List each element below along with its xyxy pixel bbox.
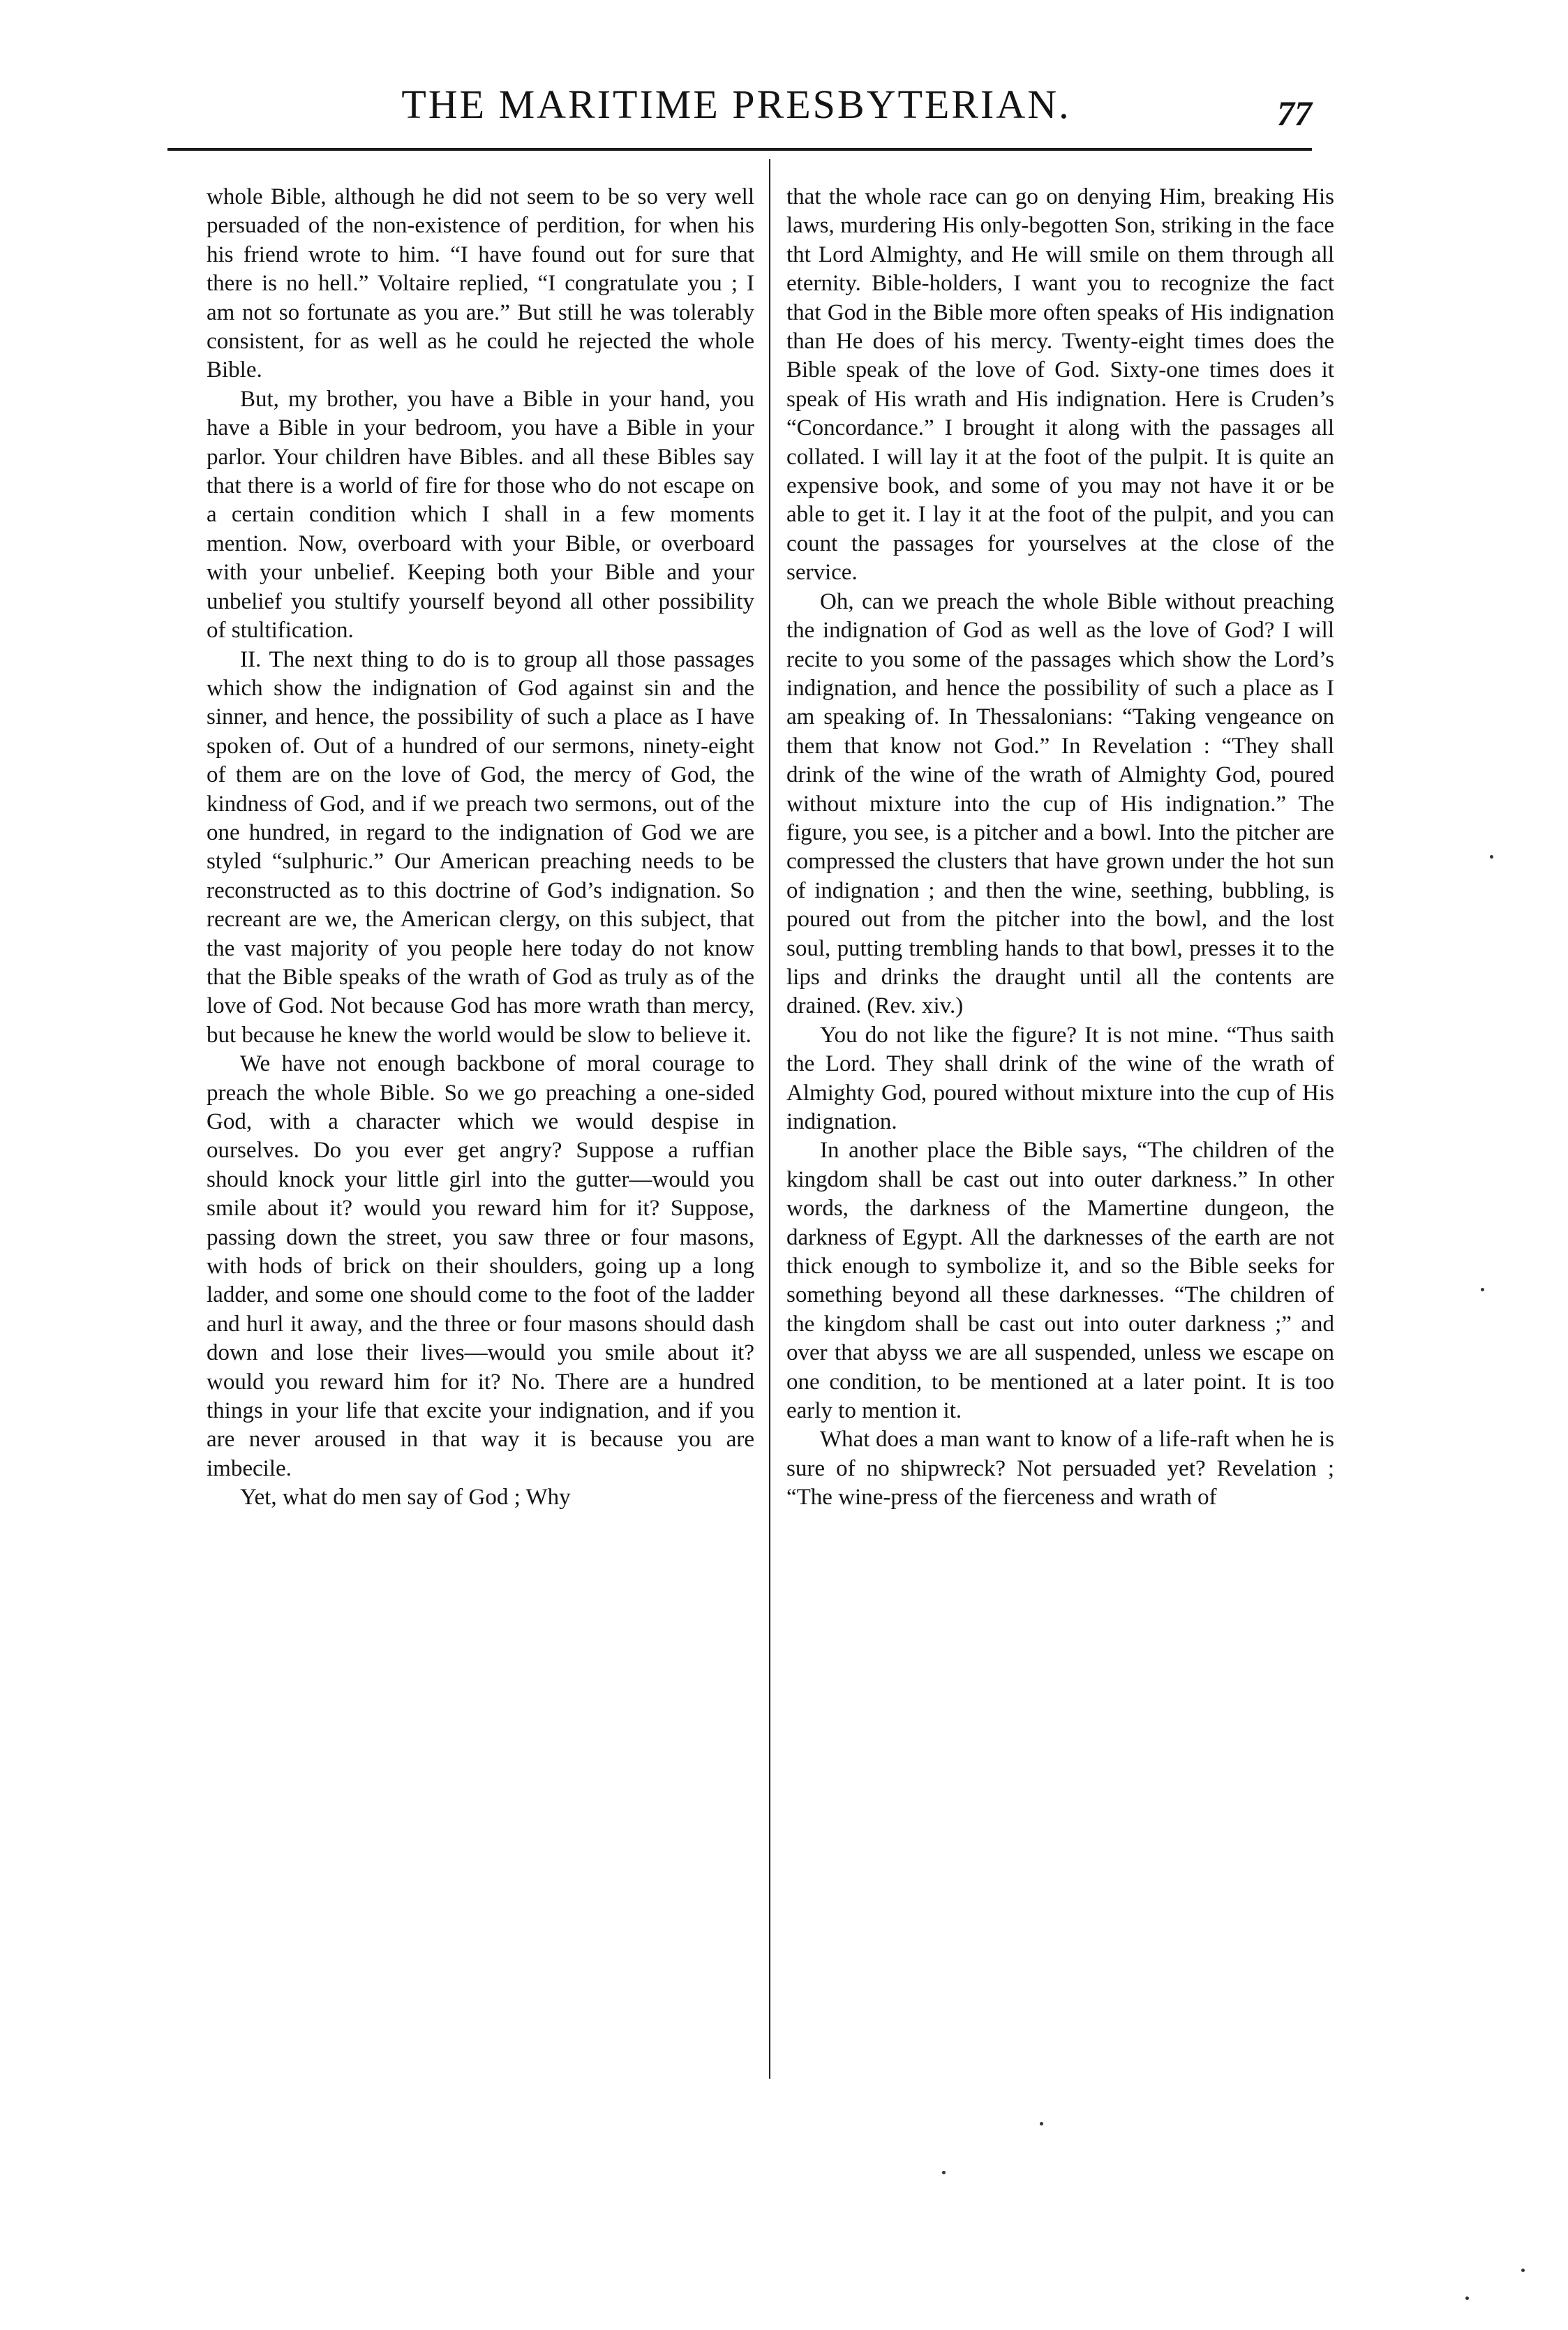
print-speck: [942, 2171, 946, 2174]
print-speck: [1521, 2269, 1525, 2272]
running-title: THE MARITIME PRESBYTERIAN.: [401, 82, 1071, 127]
paragraph: In another place the Bible says, “The children of the kingdom shall be cast out into outer darkness.” In other words, the darkness of the Mamertine dungeon, the darkness of Egypt. All the darknesses of the earth are not thick enough to symbolize it, and so the Bible seeks for something beyond all these darknesses. “The children of the kingdom shall be cast out into outer darkness ;” and over that abyss we are all suspended, unless we escape on one condition, to be mentioned at a later point. It is too early to mention it.: [786, 1138, 1334, 1424]
paragraph: II. The next thing to do is to group all those passages which show the indignation of God against sin and the sinner, and hence, the possibility of such a place as I have spoken of. Out of a hundred of our sermons, ninety-eight of them are on the love of God, the mercy of God, the kindness of God, and if we preach two sermons, out of the one hundred, in regard to the indignation of God we are styled “sulphuric.” Our American preaching needs to be reconstructed as to this doctrine of God’s indignation. So recreant are we, the American clergy, on this subject, that the vast majority of you people here today do not know that the Bible speaks of the wrath of God as truly as of the love of God. Not because God has more wrath than mercy, but because he knew the world would be slow to believe it.: [207, 646, 754, 1048]
paragraph: But, my brother, you have a Bible in your hand, you have a Bible in your bedroom, you have a Bible in your parlor. Your children have Bibles. and all these Bibles say that there is a world of fire for those who do not escape on a certain condition which I shall in a few moments mention. Now, overboard with your Bible, or overboard with your unbelief. Keeping both your Bible and your unbelief you stultify yourself beyond all other possibility of stultification.: [207, 386, 754, 644]
print-speck: [1481, 1288, 1484, 1291]
right-column: [786, 183, 1334, 1513]
print-speck: [1490, 855, 1493, 859]
paragraph: whole Bible, although he did not seem to be so very well persuaded of the non-existence of perdition, for when his his friend wrote to him. “I have found out for sure that there is no hell.” Voltaire replied, “I congratulate you ; I am not so fortunate as you are.” But still he was tolerably consistent, for as well as he could he rejected the whole Bible.: [207, 184, 754, 383]
paragraph: What does a man want to know of a life-raft when he is sure of no shipwreck? Not persuaded yet? Revelation ; “The wine-press of the fierceness and wrath of: [786, 1427, 1334, 1511]
paragraph: that the whole race can go on denying Him, breaking His laws, murdering His only-begotten Son, striking in the face tht Lord Almighty, and He will smile on them through all eternity. Bible-holders, I want you to recognize the fact that God in the Bible more often speaks of His indignation than He does of his mercy. Twenty-eight times does the Bible speak of the love of God. Sixty-one times does it speak of His wrath and His indignation. Here is Cruden’s “Concordance.” I brought it along with the passages all collated. I will lay it at the foot of the pulpit. It is quite an expensive book, and some of you may not have it or be able to get it. I lay it at the foot of the pulpit, and you can count the passages for yourselves at the close of the service.: [786, 184, 1334, 586]
paragraph: You do not like the figure? It is not mine. “Thus saith the Lord. They shall drink of the wine of the wrath of Almighty God, poured without mixture into the cup of His indignation.: [786, 1022, 1334, 1134]
page-number: 77: [1277, 94, 1312, 133]
print-speck: [1465, 2296, 1469, 2300]
page-header: [160, 77, 1312, 133]
left-column: [207, 183, 754, 1513]
paragraph: We have not enough backbone of moral courage to preach the whole Bible. So we go preaching a one-sided God, with a character which we would despise in ourselves. Do you ever get angry? Suppose a ruffian should knock your little girl into the gutter—would you smile about it? would you reward him for it? Suppose, passing down the street, you saw three or four masons, with hods of brick on their shoulders, going up a long ladder, and some one should come to the foot of the ladder and hurl it away, and the three or four masons should dash down and lose their lives—would you smile about it? would you reward him for it? No. There are a hundred things in your life that excite your indignation, and if you are never aroused in that way it is because you are imbecile.: [207, 1051, 754, 1481]
paragraph: Oh, can we preach the whole Bible without preaching the indignation of God as well as the love of God? I will recite to you some of the passages which show the Lord’s indignation, and hence the possibility of such a place as I am speaking of. In Thessalonians: “Taking vengeance on them that know not God.” In Revelation : “They shall drink of the wine of the wrath of Almighty God, poured without mixture into the cup of His indignation.” The figure, you see, is a pitcher and a bowl. Into the pitcher are compressed the clusters that have grown under the hot sun of indignation ; and then the wine, seething, bubbling, is poured out from the pitcher into the bowl, and the lost soul, putting trembling hands to that bowl, presses it to the lips and drinks the draught until all the contents are drained. (Rev. xiv.): [786, 588, 1334, 1019]
print-speck: [1040, 2122, 1043, 2125]
paragraph: Yet, what do men say of God ; Why: [240, 1485, 571, 1511]
column-rule: [769, 159, 770, 2079]
header-rule: [167, 148, 1312, 151]
